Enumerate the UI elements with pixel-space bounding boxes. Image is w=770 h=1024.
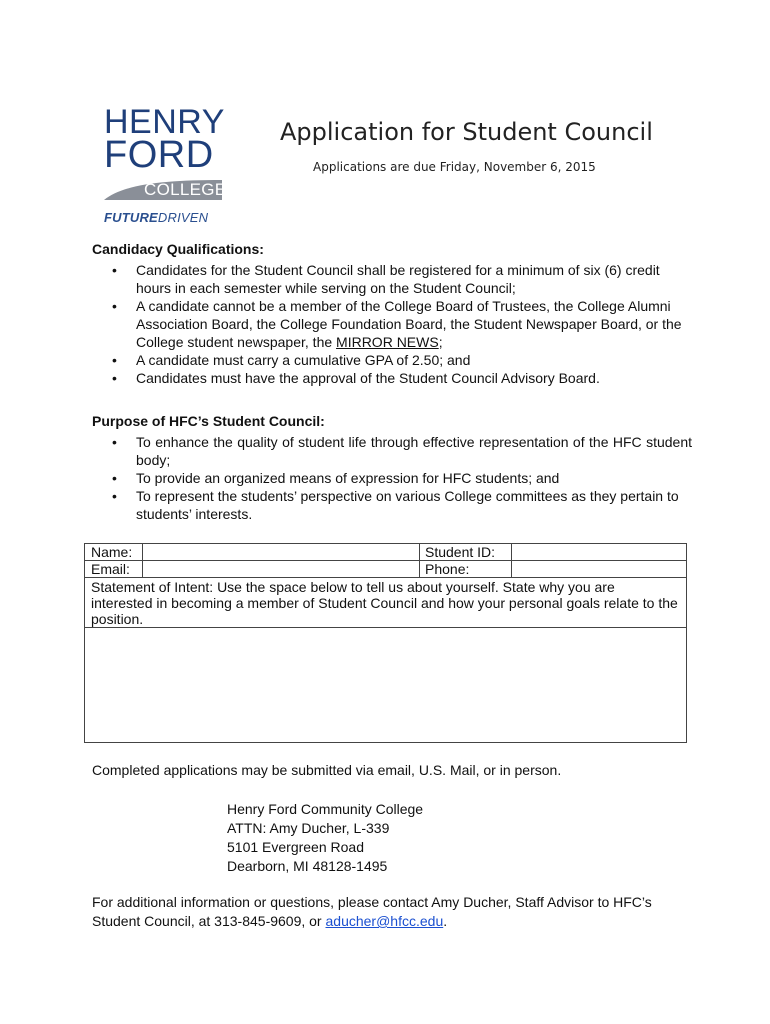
logo-tagline <box>104 210 208 225</box>
logo-henry-text: HENRY <box>104 103 225 141</box>
purpose-heading: Purpose of HFC’s Student Council: <box>92 413 325 429</box>
list-item: • A candidate must carry a cumulative GPA of 2.50; and <box>112 352 471 368</box>
college-logo <box>104 103 227 225</box>
logo-ford-text: FORD <box>104 134 214 176</box>
application-form <box>84 543 687 743</box>
statement-answer-area[interactable] <box>85 628 686 742</box>
qualifications-heading: Candidacy Qualifications: <box>92 241 264 257</box>
student-id-label: Student ID: <box>425 544 496 560</box>
divider <box>419 544 420 577</box>
due-date: Applications are due Friday, November 6, 2015 <box>313 160 596 174</box>
qualifications-section <box>92 240 692 387</box>
logo-tagline-bold: FUTURE <box>104 210 158 225</box>
phone-label: Phone: <box>425 561 470 577</box>
email-field[interactable] <box>142 561 419 577</box>
divider <box>85 577 686 578</box>
address-line: Dearborn, MI 48128-1495 <box>227 858 388 874</box>
logo-college-band <box>104 178 227 202</box>
purpose-section <box>92 412 692 523</box>
logo-tagline-rest: DRIVEN <box>157 210 209 225</box>
email-label: Email: <box>91 561 130 577</box>
page-title: Application for Student Council <box>280 118 653 146</box>
address-line: ATTN: Amy Ducher, L-339 <box>227 820 390 836</box>
logo-college-text: COLLEGE <box>144 180 227 199</box>
name-field[interactable] <box>142 544 419 560</box>
contact-line-2: Student Council, at 313-845-9609, or aducher@hfcc.edu. <box>92 913 448 929</box>
contact-info <box>92 893 652 931</box>
list-item: • To enhance the quality of student life through effective representation of the HFC student body; <box>112 434 692 468</box>
divider <box>85 560 686 561</box>
contact-email-link[interactable]: aducher@hfcc.edu <box>325 913 444 929</box>
list-item: • To represent the students’ perspective on various College committees as they pertain to students’ interests. <box>112 488 679 522</box>
contact-line-1: For additional information or questions, please contact Amy Ducher, Staff Advisor to HFC’s <box>92 894 652 910</box>
phone-field[interactable] <box>511 561 686 577</box>
list-item: • Candidates must have the approval of the Student Council Advisory Board. <box>112 370 600 386</box>
submission-note: Completed applications may be submitted via email, U.S. Mail, or in person. <box>92 762 562 778</box>
mailing-address <box>227 800 423 876</box>
name-row <box>85 544 686 560</box>
qualifications-list <box>92 261 692 387</box>
divider <box>511 544 512 577</box>
newspaper-name: MIRROR NEWS <box>336 334 439 350</box>
name-label: Name: <box>91 544 133 560</box>
list-item: • Candidates for the Student Council shall be registered for a minimum of six (6) credit hours in each semester while serving on the Student Council; <box>112 262 660 296</box>
list-item: • A candidate cannot be a member of the College Board of Trustees, the College Alumni Association Board, the College Foundation Board, the Student Newspaper Board, or the College student newspaper, the MIRROR NEWS; <box>112 298 682 350</box>
divider <box>142 544 143 577</box>
address-line: 5101 Evergreen Road <box>227 839 364 855</box>
statement-of-intent-prompt: Statement of Intent: Use the space below to tell us about yourself. State why you are interested in becoming a member of Student Council and how your personal goals relate to the position. <box>91 579 678 627</box>
address-line: Henry Ford Community College <box>227 801 424 817</box>
email-row <box>85 561 686 577</box>
purpose-list <box>92 433 692 523</box>
list-item: • To provide an organized means of expression for HFC students; and <box>112 470 560 486</box>
student-id-field[interactable] <box>511 544 686 560</box>
